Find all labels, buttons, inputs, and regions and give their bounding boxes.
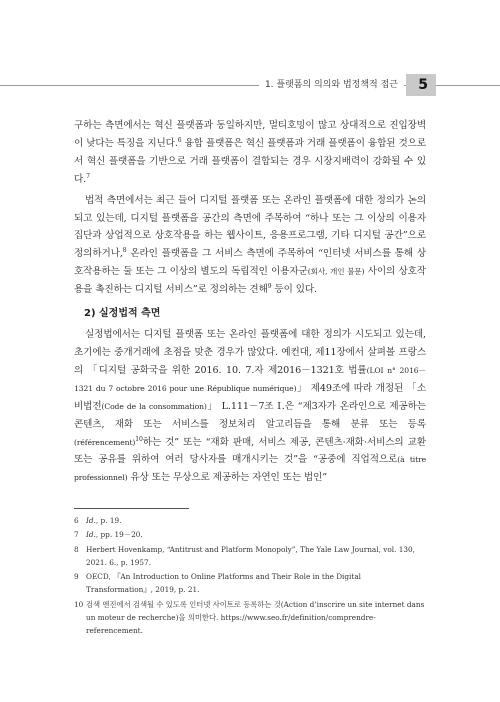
footnote-number: 9 — [74, 572, 79, 582]
text-run: , p. 19. — [95, 516, 122, 525]
page-number: 5 — [418, 77, 428, 93]
footnote-number: 8 — [74, 544, 79, 554]
text-run: 법적 측면에서는 최근 들어 디지털 플랫폼 또는 온라인 플랫폼에 대한 정의가 논의되고 있는데, 디지털 플랫폼을 공간의 측면에 주목하여 “하나 또는 그 이상의 이용자 집단과 상업적으로 상호작용을 하는 웹사이트, 응용프로그램, 기타 디지털 공간”으로 정의하거나, — [74, 194, 426, 260]
footnote-ref: 10 — [135, 435, 143, 443]
text-run: Herbert Hovenkamp, “Antitrust and Platform Monopoly”, The Yale Law Journal, vol. 130, 2021. 6., p. 1957. — [86, 544, 415, 567]
footnote-text — [86, 514, 426, 527]
text-run: , pp. 19－20. — [95, 530, 143, 540]
parenthetical: (référencement) — [74, 437, 136, 447]
footnote-text — [86, 528, 426, 541]
text-run: 유상 또는 무상으로 제공하는 자연인 또는 법인” — [127, 472, 328, 484]
italic-text: Id. — [86, 516, 96, 525]
parenthetical: (Code de la consommation) — [101, 401, 207, 411]
footnote-ref: 8 — [122, 247, 127, 255]
text-run: 등이 있다. — [271, 284, 317, 296]
chapter-title: 1. 플랫폼의 의의와 법정책적 접근 — [259, 77, 404, 93]
footnote-number: 7 — [74, 530, 79, 540]
footnote-7 — [74, 528, 426, 541]
parenthetical: (회사, 개인 불문) — [307, 267, 365, 277]
footnote-ref: 9 — [267, 282, 272, 290]
footnote-10 — [74, 598, 426, 638]
text-run: 융합 플랫폼은 혁신 플랫폼과 거래 플랫폼이 융합된 것으로서 혁신 플랫폼을 기반으로 거래 플랫폼이 결합되는 경우 시장지배력이 강화될 수 있다. — [74, 137, 426, 185]
footnote-ref: 7 — [86, 172, 90, 180]
body-text — [74, 117, 426, 487]
footnote-9 — [74, 570, 426, 597]
text-run: 실정법에서는 디지털 플랫폼 또는 온라인 플랫폼에 대한 정의가 시도되고 있는데, 초기에는 중개거래에 초점을 맞춘 경우가 많았다. 예컨대, 제11장에서 살펴볼 프랑스의 「디지털 공화국을 위한 2016. 10. 7.자 제2016－1321호 법률 — [74, 329, 426, 376]
footnotes — [74, 514, 426, 639]
footnote-text — [86, 598, 426, 638]
parenthetical: (à titre professionnel) — [74, 455, 426, 483]
footnote-text — [86, 543, 426, 570]
paragraph-2 — [74, 192, 426, 299]
text-run: 구하는 측면에서는 혁신 플랫폼과 동일하지만, 멀티호밍이 많고 상대적으로 진입장벽이 낮다는 특징을 지닌다. — [74, 120, 426, 149]
text-run: 」 제49조에 따라 개정된 「소비법전 — [74, 382, 426, 412]
text-run: OECD, 『An Introduction to Online Platforms and Their Role in the Digital Transformation』, 2019, p. 21. — [86, 572, 362, 595]
footnote-number: 6 — [74, 516, 79, 525]
footnote-divider — [74, 508, 189, 509]
footnote-8 — [74, 543, 426, 570]
text-run: 」 L.111－7조 Ⅰ.은 “제3자가 온라인으로 제공하는 콘텐츠, 재화 또는 서비스를 정보처리 알고리듬을 통해 분류 또는 등록 — [74, 400, 426, 430]
paragraph-1 — [74, 117, 426, 189]
text-run: 사이의 상호작용을 촉진하는 디지털 서비스”로 정의하는 견해 — [74, 266, 426, 296]
text-run: 검색 엔진에서 검색될 수 있도록 인터넷 사이트로 등록하는 것(Action d’inscrire un site internet dans un moteur de recherche)을 의미한다. https://www.seo.fr/definition/comprendre-referencement. — [86, 599, 425, 636]
text-run: 온라인 플랫폼을 그 서비스 측면에 주목하여 “인터넷 서비스를 통해 상호작용하는 둘 또는 그 이상의 별도의 독립적인 이용자군 — [74, 248, 426, 278]
italic-text: Id. — [86, 530, 96, 540]
parenthetical: (LOI n° 2016－1321 du 7 octobre 2016 pour une République numérique) — [74, 365, 426, 393]
footnote-number: 10 — [74, 599, 84, 609]
footnote-6 — [74, 514, 426, 527]
footnote-ref: 6 — [177, 136, 182, 144]
running-header — [0, 74, 500, 96]
footnote-text — [86, 570, 426, 597]
text-run: 하는 것” 또는 “재화 판매, 서비스 제공, 콘텐츠·재화·서비스의 교환 또는 공유를 위하여 여러 당사자를 매개시키는 것”을 “공중에 직업적으로 — [74, 436, 426, 466]
section-heading: 2) 실정법적 측면 — [84, 308, 161, 320]
paragraph-3 — [74, 326, 426, 487]
